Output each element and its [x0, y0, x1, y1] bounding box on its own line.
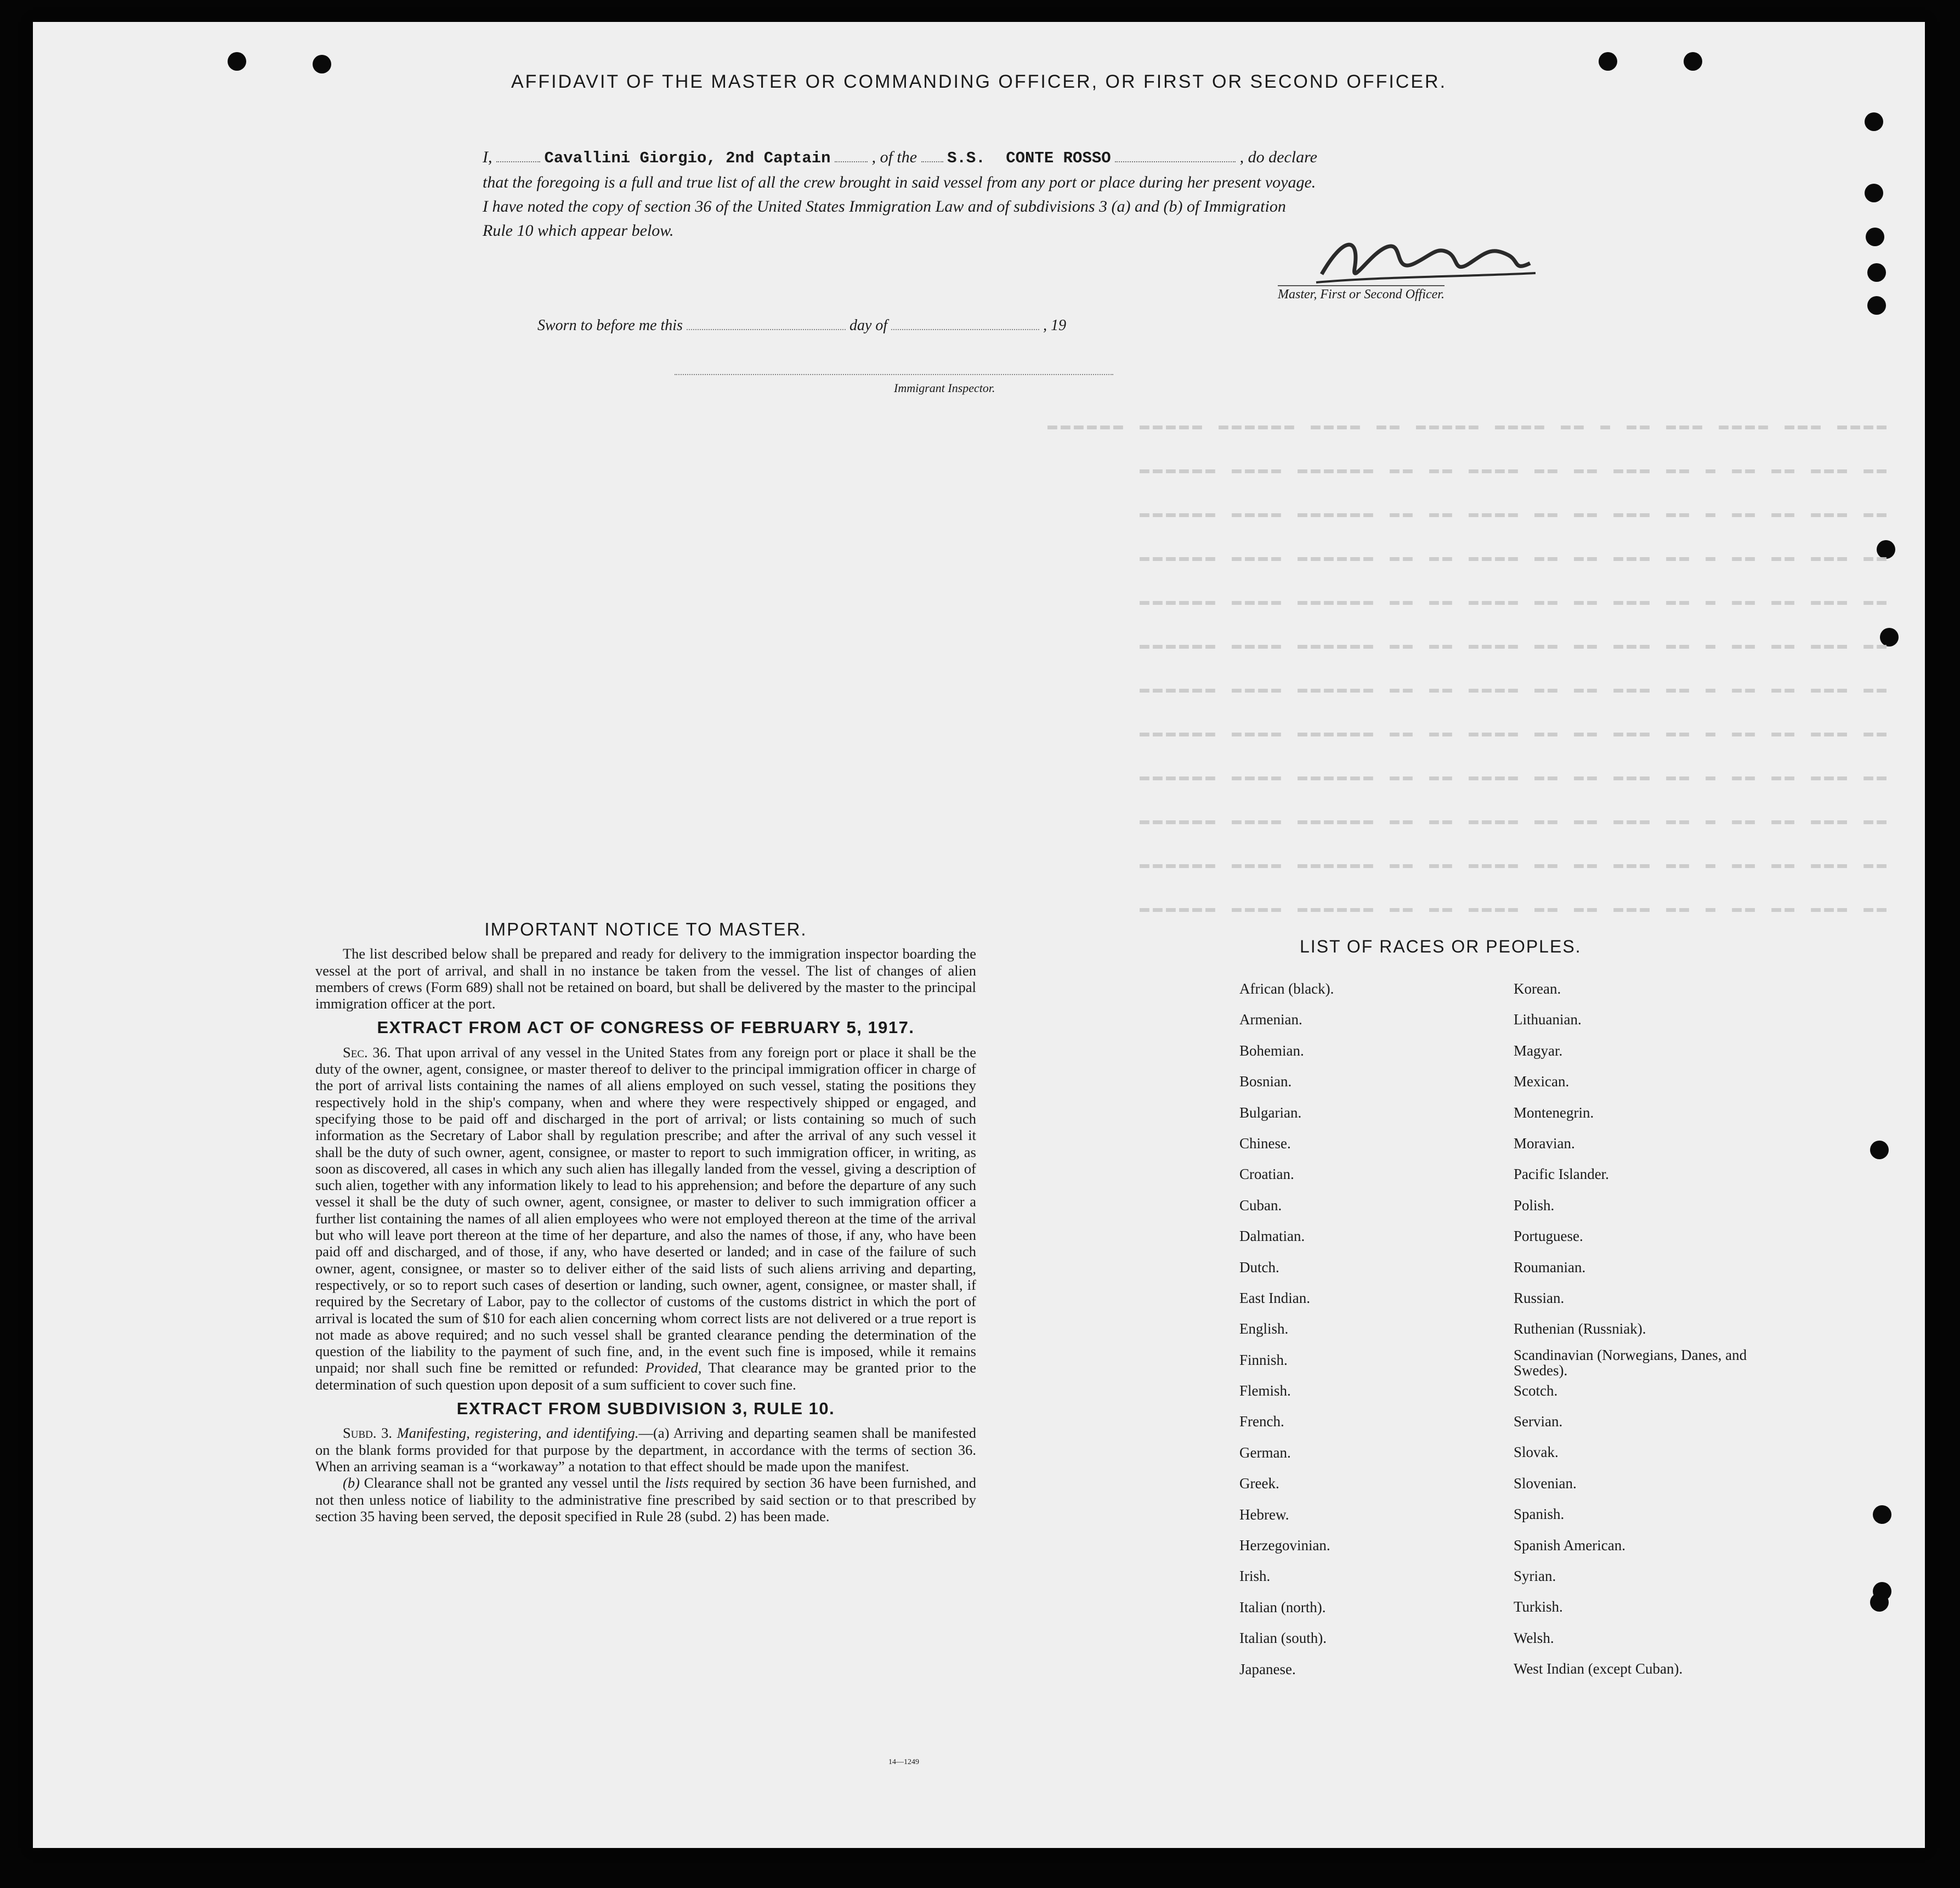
race-item: Italian (north). [1239, 1598, 1326, 1615]
race-item: Dalmatian. [1239, 1228, 1305, 1245]
race-item: Bulgarian. [1239, 1104, 1302, 1121]
subd-b-lists: lists [665, 1475, 689, 1492]
subd-b-text-2: required by section 36 have been furnished, and not then unless notice of liability to the administrative fine prescribed by said section or to that prescribed by section 35 having been served, the deposit specified in Rule 28 (subd. 2) has been made. [315, 1475, 977, 1524]
rule-subd-a [315, 1425, 976, 1475]
race-item: Portuguese. [1514, 1228, 1583, 1245]
punch-hole [1870, 1593, 1889, 1612]
race-item: Bohemian. [1239, 1042, 1304, 1059]
officer-signature [1311, 230, 1541, 291]
race-item: Lithuanian. [1514, 1011, 1582, 1028]
sworn-text: Sworn to before me this [537, 317, 683, 334]
race-item: East Indian. [1239, 1289, 1310, 1306]
affidavit-title: AFFIDAVIT OF THE MASTER OR COMMANDING OFFICER, OR FIRST OR SECOND OFFICER. [511, 71, 1447, 92]
subd-b-text-1: Clearance shall not be granted any vessel until the [364, 1475, 661, 1492]
punch-hole [1880, 628, 1899, 647]
punch-hole [1865, 112, 1883, 131]
race-item: Scotch. [1514, 1382, 1558, 1399]
manifest-page [33, 22, 1925, 1848]
subd-heading: Manifesting, registering, and identifying. [396, 1425, 639, 1442]
race-item: Greek. [1239, 1475, 1279, 1492]
race-item: Servian. [1514, 1413, 1563, 1430]
race-item: Spanish. [1514, 1506, 1565, 1523]
declaration-line-1 [483, 145, 1579, 171]
subd-label: Subd. 3. [343, 1425, 393, 1442]
act-extract-title: EXTRACT FROM ACT OF CONGRESS OF FEBRUARY 5, 1917. [377, 1018, 915, 1037]
notice-column [315, 921, 976, 1524]
race-item: Flemish. [1239, 1382, 1291, 1399]
declaration-line-2: that the foregoing is a full and true list of all the crew brought in said vessel from any port or place during her present voyage. [483, 173, 1316, 191]
declaration [483, 145, 1579, 243]
section-label: Sec. 36. [343, 1044, 391, 1061]
section-36-text: That upon arrival of any vessel in the United States from any foreign port or place it shall be the duty of the owner, agent, consignee, or master thereof to deliver to the principal immigration officer in charge of the port of arrival lists containing the names of all aliens employed on such vessel, stating the positions they respectively hold in the ship's company, when and where they were respectively shipped or engaged, and specifying those to be paid off and discharged in the port of arrival; or lists containing so much of such information as the Secretary of Labor shall by regulation prescribe; and after the arrival of any such vessel it shall be the duty of such owner, agent, consignee, or master to report to such immigration officer, in writing, as soon as discovered, all cases in which any such alien has illegally landed from the vessel, giving a description of such alien, together with any information likely to lead to his apprehension; and before the departure of any such vessel it shall be the duty of such owner, agent, consignee, or master to deliver to such immigration officer a further list containing the names of all alien employees who were not employed thereon at the time of the arrival but who will leave port thereon at the time of her departure, and also the names of those, if any, who have been paid off and discharged, and of those, if any, who have deserted or landed; and in case of the failure of such owner, agent, consignee, or master so to deliver either of the said lists of such aliens arriving and departing, respectively, or so to report such cases of desertion or landing, such owner, agent, consignee, or master shall, if required by the Secretary of Labor, pay to the collector of customs of the customs district in which the port of arrival is located the sum of $10 for each alien concerning whom correct lists are not delivered or a true report is not made as above required; and no such vessel shall be granted clearance pending the determination of the question of the liability to the payment of such fine, and, in the event such fine is imposed, while it remains unpaid; nor shall such fine be remitted or refunded: [315, 1044, 976, 1376]
provided-word: Provided, [645, 1359, 702, 1376]
race-item: Japanese. [1239, 1660, 1296, 1677]
notice-text: The list described below shall be prepared and ready for delivery to the immigration inspector boarding the vessel at the port of arrival, and shall in no instance be taken from the vessel. The list of changes of alien members of crews (Form 689) shall not be retained on board, but shall be delivered by the master to the principal immigration officer at the port. [315, 945, 976, 1012]
ship-name-field: CONTE ROSSO [1006, 149, 1111, 167]
inspector-signature-line [675, 374, 1113, 375]
race-item: Finnish. [1239, 1351, 1288, 1368]
punch-hole [1870, 1141, 1889, 1159]
act-extract-text [315, 1044, 976, 1393]
ship-prefix: S.S. [947, 149, 985, 167]
sworn-line [537, 317, 1066, 334]
signature-caption: Master, First or Second Officer. [1278, 285, 1444, 302]
race-item: French. [1239, 1413, 1284, 1430]
race-item: Syrian. [1514, 1568, 1556, 1585]
race-item: Welsh. [1514, 1629, 1554, 1646]
do-declare-text: , do declare [1239, 148, 1317, 166]
races-column-1 [1239, 980, 1497, 1692]
race-item: Irish. [1239, 1568, 1271, 1585]
subd-a-text: Arriving and departing seamen shall be manifested on the blank forms provided for that purpose by the department, in accordance with the terms of section 36. When an arriving seaman is a “workaway” a notation to that effect should be made upon the manifest. [315, 1425, 976, 1475]
race-item: Croatian. [1239, 1166, 1294, 1183]
race-item: German. [1239, 1444, 1291, 1461]
punch-hole [1865, 184, 1883, 202]
race-item: Slovenian. [1514, 1475, 1577, 1492]
bleed-through-crew-list: ▬▬▬▬ ▬▬▬ ▬▬▬▬ ▬▬▬ ▬▬ ▬ ▬▬ ▬▬▬▬ ▬▬▬▬▬ ▬▬ ▬▬▬▬ ▬▬▬▬▬▬ ▬▬▬▬▬ ▬▬▬▬▬▬ ▬▬ ▬▬▬ ▬▬ ▬▬ ▬ ▬▬ ▬▬▬ ▬▬ ▬▬ ▬▬▬▬ ▬▬ ▬▬ ▬▬▬▬▬▬ ▬▬▬▬ ▬▬▬▬▬▬ ▬▬ ▬▬▬ ▬▬ ▬▬ ▬ ▬▬ ▬▬▬ ▬▬ ▬▬ ▬▬▬▬ ▬▬ ▬▬ ▬▬▬▬▬▬ ▬▬▬▬ ▬▬▬▬▬▬ ▬▬ ▬▬▬ ▬▬ ▬▬ ▬ ▬▬ ▬▬▬ ▬▬ ▬▬ ▬▬▬▬ ▬▬ ▬▬ ▬▬▬▬▬▬ ▬▬▬▬ ▬▬▬▬▬▬ ▬▬ ▬▬▬ ▬▬ ▬▬ ▬ ▬▬ ▬▬▬ ▬▬ ▬▬ ▬▬▬▬ ▬▬ ▬▬ ▬▬▬▬▬▬ ▬▬▬▬ ▬▬▬▬▬▬ ▬▬ ▬▬▬ ▬▬ ▬▬ ▬ ▬▬ ▬▬▬ ▬▬ ▬▬ ▬▬▬▬ ▬▬ ▬▬ ▬▬▬▬▬▬ ▬▬▬▬ ▬▬▬▬▬▬ ▬▬ ▬▬▬ ▬▬ ▬▬ ▬ ▬▬ ▬▬▬ ▬▬ ▬▬ ▬▬▬▬ ▬▬ ▬▬ ▬▬▬▬▬▬ ▬▬▬▬ ▬▬▬▬▬▬ ▬▬ ▬▬▬ ▬▬ ▬▬ ▬ ▬▬ ▬▬▬ ▬▬ ▬▬ ▬▬▬▬ ▬▬ ▬▬ ▬▬▬▬▬▬ ▬▬▬▬ ▬▬▬▬▬▬ ▬▬ ▬▬▬ ▬▬ ▬▬ ▬ ▬▬ ▬▬▬ ▬▬ ▬▬ ▬▬▬▬ ▬▬ ▬▬ ▬▬▬▬▬▬ ▬▬▬▬ ▬▬▬▬▬▬ ▬▬ ▬▬▬ ▬▬ ▬▬ ▬ ▬▬ ▬▬▬ ▬▬ ▬▬ ▬▬▬▬ ▬▬ ▬▬ ▬▬▬▬▬▬ ▬▬▬▬ ▬▬▬▬▬▬ ▬▬ ▬▬▬ ▬▬ ▬▬ ▬ ▬▬ ▬▬▬ ▬▬ ▬▬ ▬▬▬▬ ▬▬ ▬▬ ▬▬▬▬▬▬ ▬▬▬▬ ▬▬▬▬▬▬ ▬▬ ▬▬▬ ▬▬ ▬▬ ▬ ▬▬ ▬▬▬ ▬▬ ▬▬ ▬▬▬▬ ▬▬ ▬▬ ▬▬▬▬▬▬ ▬▬▬▬ ▬▬▬▬▬▬ [1044, 417, 1887, 918]
declaration-intro: I, [483, 148, 492, 166]
rule-subd-b [315, 1475, 976, 1524]
form-number: 14—1249 [888, 1758, 919, 1766]
race-item: English. [1239, 1320, 1289, 1337]
race-item: Slovak. [1514, 1444, 1559, 1461]
race-item: Russian. [1514, 1289, 1565, 1306]
race-item: Turkish. [1514, 1598, 1563, 1615]
punch-hole [1873, 1505, 1891, 1524]
notice-title: IMPORTANT NOTICE TO MASTER. [484, 919, 807, 939]
race-item: Pacific Islander. [1514, 1166, 1609, 1183]
races-title: LIST OF RACES OR PEOPLES. [1300, 937, 1582, 956]
punch-hole [1866, 228, 1884, 246]
race-item: Ruthenian (Russniak). [1514, 1320, 1646, 1337]
immigrant-inspector-caption: Immigrant Inspector. [894, 381, 995, 395]
races-column-2 [1514, 980, 1771, 1692]
race-item: Armenian. [1239, 1011, 1302, 1028]
punch-hole [313, 55, 331, 73]
race-item: Hebrew. [1239, 1506, 1289, 1523]
year-text: , 19 [1043, 317, 1067, 334]
race-item: Italian (south). [1239, 1630, 1327, 1647]
rule-extract-title: EXTRACT FROM SUBDIVISION 3, RULE 10. [456, 1399, 835, 1419]
race-item: African (black). [1239, 980, 1334, 997]
race-item: Magyar. [1514, 1042, 1563, 1059]
race-item: Cuban. [1239, 1197, 1282, 1214]
race-item: Chinese. [1239, 1135, 1291, 1152]
race-item: Korean. [1514, 980, 1561, 997]
declaration-line-3: I have noted the copy of section 36 of the United States Immigration Law and of subdivisions 3 (a) and (b) of Immigration [483, 197, 1286, 216]
punch-hole [1867, 296, 1886, 315]
punch-hole [1684, 52, 1702, 71]
section-36-text-end: That clearance may be granted prior to the determination of such question upon deposit of a sum sufficient to cover such fine. [315, 1359, 976, 1393]
race-item: Mexican. [1514, 1073, 1570, 1090]
race-item: West Indian (except Cuban). [1514, 1660, 1683, 1677]
punch-hole [1877, 540, 1895, 559]
race-item: Spanish American. [1514, 1537, 1625, 1554]
declaration-line-4: Rule 10 which appear below. [483, 222, 674, 240]
race-item: Roumanian. [1514, 1258, 1586, 1275]
of-the-text: , of the [871, 148, 917, 166]
punch-hole [1599, 52, 1617, 71]
race-item: Scandinavian (Norwegians, Danes, and Swedes). [1514, 1346, 1747, 1379]
subd-b-label: (b) [343, 1475, 360, 1492]
race-item: Moravian. [1514, 1135, 1575, 1152]
subd-a-label: —(a) [638, 1425, 670, 1442]
punch-hole [1867, 263, 1886, 282]
race-item: Bosnian. [1239, 1073, 1292, 1090]
officer-name-field: Cavallini Giorgio, 2nd Captain [544, 149, 831, 167]
race-item: Montenegrin. [1514, 1104, 1594, 1121]
day-of-text: day of [849, 317, 888, 334]
race-item: Herzegovinian. [1239, 1537, 1330, 1554]
race-item: Polish. [1514, 1197, 1555, 1214]
punch-hole [228, 52, 246, 71]
race-item: Dutch. [1239, 1258, 1279, 1275]
